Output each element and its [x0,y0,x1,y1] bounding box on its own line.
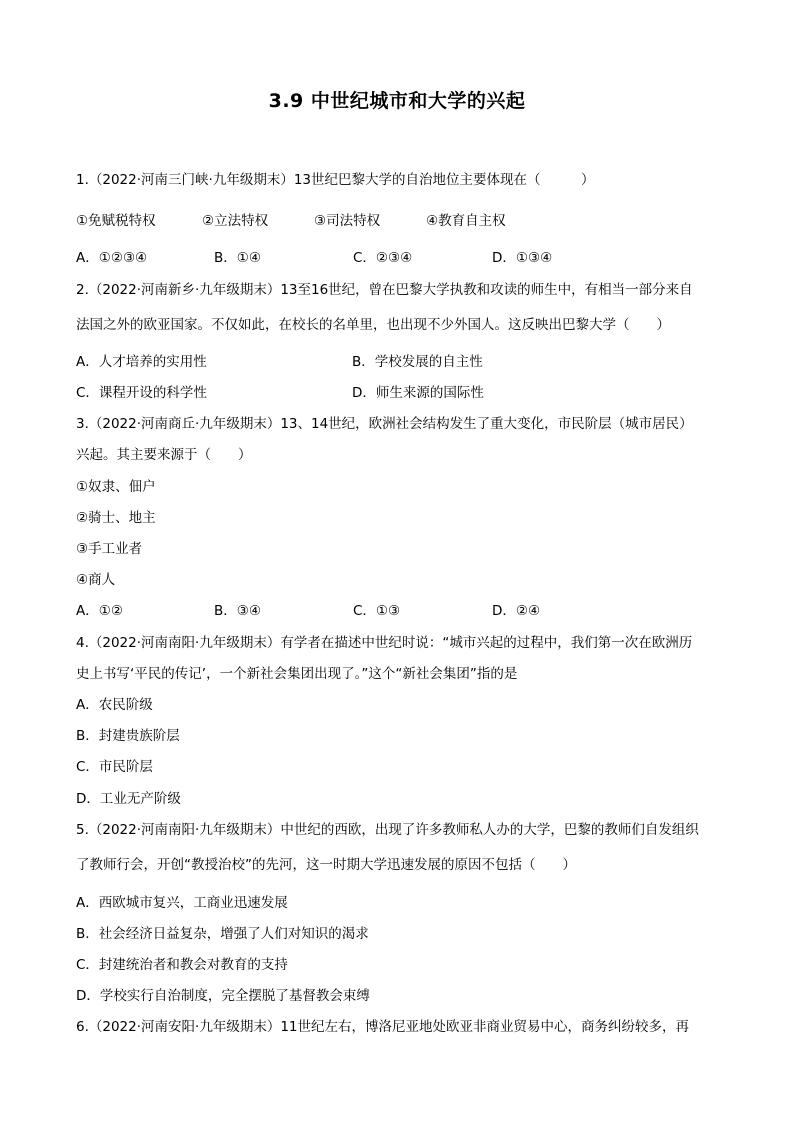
question-3-options [76,601,540,621]
q4-option-a: A．农民阶级 [76,697,153,713]
q3-item-2: ②骑士、地主 [76,510,156,526]
q3-option-c: C．①③ [353,603,401,619]
q3-option-b: B．③④ [214,603,261,619]
q1-item-1: ①免赋税特权 [76,213,156,229]
question-4-stem-line-2: 史上书写‘平民的传记’，一个新社会集团出现了。”这个“新社会集团”指的是 [76,666,518,682]
page-title: 3.9 中世纪城市和大学的兴起 [268,90,526,112]
question-1-options [76,248,552,268]
q2-option-c: C．课程开设的科学性 [76,385,207,401]
question-6-stem-line-1: 6.（2022·河南安阳·九年级期末）11世纪左右，博洛尼亚地处欧亚非商业贸易中心，商务纠纷较多，再 [76,1019,689,1035]
q5-option-b: B．社会经济日益复杂，增强了人们对知识的渴求 [76,926,369,942]
q1-item-3: ③司法特权 [314,213,381,229]
q5-option-a: A．西欧城市复兴，工商业迅速发展 [76,895,288,911]
q1-option-b: B．①④ [214,250,261,266]
q1-option-d: D．①③④ [492,250,553,266]
q1-item-4: ④教育自主权 [426,213,506,229]
q1-option-c: C．②③④ [353,250,413,266]
q4-option-d: D．工业无产阶级 [76,791,181,807]
q4-option-b: B．封建贵族阶层 [76,728,180,744]
question-2-stem-line-2: 法国之外的欧亚国家。不仅如此，在校长的名单里，也出现不少外国人。这反映出巴黎大学（ ） [76,317,670,333]
q3-item-3: ③手工业者 [76,541,143,557]
q1-option-a: A．①②③④ [76,250,148,266]
question-5-stem-line-2: 了教师行会，开创“教授治校”的先河，这一时期大学迅速发展的原因不包括（ ） [76,857,576,873]
q3-option-a: A．①② [76,603,123,619]
question-2-stem-line-1: 2.（2022·河南新乡·九年级期末）13至16世纪，曾在巴黎大学执教和攻读的师生中，有相当一部分来自 [76,282,693,298]
question-3-stem-line-2: 兴起。其主要来源于（ ） [76,447,252,463]
q5-option-c: C．封建统治者和教会对教育的支持 [76,957,288,973]
q5-option-d: D．学校实行自治制度，完全摆脱了基督教会束缚 [76,988,370,1004]
q3-option-d: D．②④ [492,603,541,619]
q4-option-c: C．市民阶层 [76,759,153,775]
q2-option-a: A．人才培养的实用性 [76,354,207,370]
question-5-stem-line-1: 5.（2022·河南南阳·九年级期末）中世纪的西欧，出现了许多教师私人办的大学，巴黎的教师们自发组织 [76,822,699,838]
q2-option-d: D．师生来源的国际性 [352,385,484,401]
q2-option-b: B．学校发展的自主性 [352,354,483,370]
question-1-stem: 1.（2022·河南三门峡·九年级期末）13世纪巴黎大学的自治地位主要体现在（ ） [76,172,595,188]
question-1-items [76,211,506,231]
q1-item-2: ②立法特权 [202,213,269,229]
question-3-stem-line-1: 3.（2022·河南商丘·九年级期末）13、14世纪，欧洲社会结构发生了重大变化，市民阶层（城市居民） [76,416,693,432]
question-4-stem-line-1: 4.（2022·河南南阳·九年级期末）有学者在描述中世纪时说：“城市兴起的过程中，我们第一次在欧洲历 [76,635,693,651]
q3-item-4: ④商人 [76,572,116,588]
q3-item-1: ①奴隶、佃户 [76,479,156,495]
